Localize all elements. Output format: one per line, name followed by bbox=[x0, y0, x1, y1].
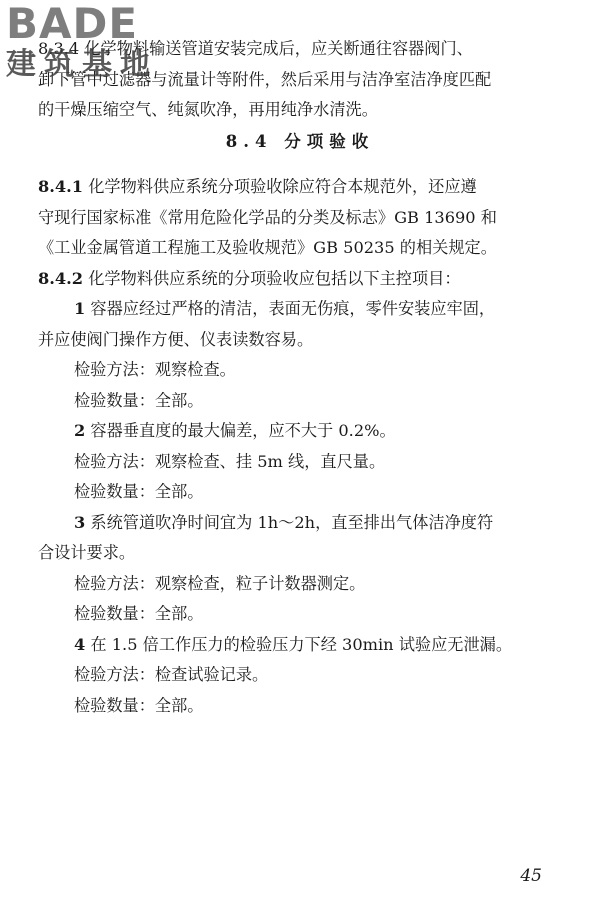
clause-line bbox=[38, 172, 573, 203]
watermark-subtitle: 建筑基地 bbox=[6, 47, 158, 82]
clause-line: 《工业金属管道工程施工及验收规范》GB 50235 的相关规定。 bbox=[38, 238, 497, 257]
item-number: 1 bbox=[74, 299, 86, 318]
item-text: 容器应经过严格的清洁，表面无伤痕，零件安装应牢固， bbox=[90, 299, 496, 318]
item-quantity: 检验数量：全部。 bbox=[74, 604, 204, 623]
item-text: 系统管道吹净时间宜为 1h～2h，直至排出气体洁净度符 bbox=[90, 512, 494, 532]
clause-text: 化学物料供应系统分项验收除应符合本规范外，还应遵 bbox=[88, 177, 477, 196]
item-number: 2 bbox=[74, 421, 86, 440]
clause-number: 8.4.2 bbox=[38, 268, 84, 288]
item-number: 4 bbox=[74, 634, 86, 654]
item-text: 在 1.5 倍工作压力的检验压力下经 30min 试验应无泄漏。 bbox=[90, 634, 513, 654]
item-method: 检验方法：观察检查，粒子计数器测定。 bbox=[74, 573, 366, 593]
intro-line: 的干燥压缩空气、纯氮吹净，再用纯净水清洗。 bbox=[38, 100, 378, 119]
intro-line: 卸下管中过滤器与流量计等附件，然后采用与洁净室洁净度匹配 bbox=[38, 69, 492, 89]
section-heading bbox=[0, 128, 600, 152]
item-quantity: 检验数量：全部。 bbox=[74, 482, 204, 501]
clause-number: 8.4.1 bbox=[38, 177, 84, 196]
item-number: 3 bbox=[74, 512, 86, 532]
item-line: 合设计要求。 bbox=[38, 543, 136, 562]
item-quantity: 检验数量：全部。 bbox=[74, 390, 204, 410]
item-line bbox=[38, 294, 573, 325]
clauses-body bbox=[38, 172, 573, 721]
item-line bbox=[38, 416, 573, 447]
item-text: 容器垂直度的最大偏差，应不大于 0.2%。 bbox=[90, 421, 396, 440]
item-method: 检验方法：观察检查、挂 5m 线，直尺量。 bbox=[74, 451, 386, 471]
item-method: 检验方法：检查试验记录。 bbox=[74, 665, 269, 684]
page-number: 45 bbox=[520, 866, 542, 886]
clause-line: 守现行国家标准《常用危险化学品的分类及标志》GB 13690 和 bbox=[38, 207, 497, 227]
clause-line bbox=[38, 264, 573, 295]
section-title: 分项验收 bbox=[284, 132, 375, 151]
intro-paragraph bbox=[38, 34, 573, 126]
clause-text: 化学物料供应系统的分项验收应包括以下主控项目： bbox=[88, 268, 461, 288]
item-line bbox=[38, 630, 573, 661]
item-line bbox=[38, 508, 573, 539]
item-quantity: 检验数量：全部。 bbox=[74, 695, 204, 715]
item-method: 检验方法：观察检查。 bbox=[74, 360, 236, 379]
section-number: 8.4 bbox=[225, 132, 273, 151]
watermark-brand: BADE bbox=[6, 0, 139, 48]
intro-line: 8.3.4 化学物料输送管道安装完成后，应关断通往容器阀门、 bbox=[38, 39, 473, 58]
item-line: 并应使阀门操作方便、仪表读数容易。 bbox=[38, 329, 314, 349]
